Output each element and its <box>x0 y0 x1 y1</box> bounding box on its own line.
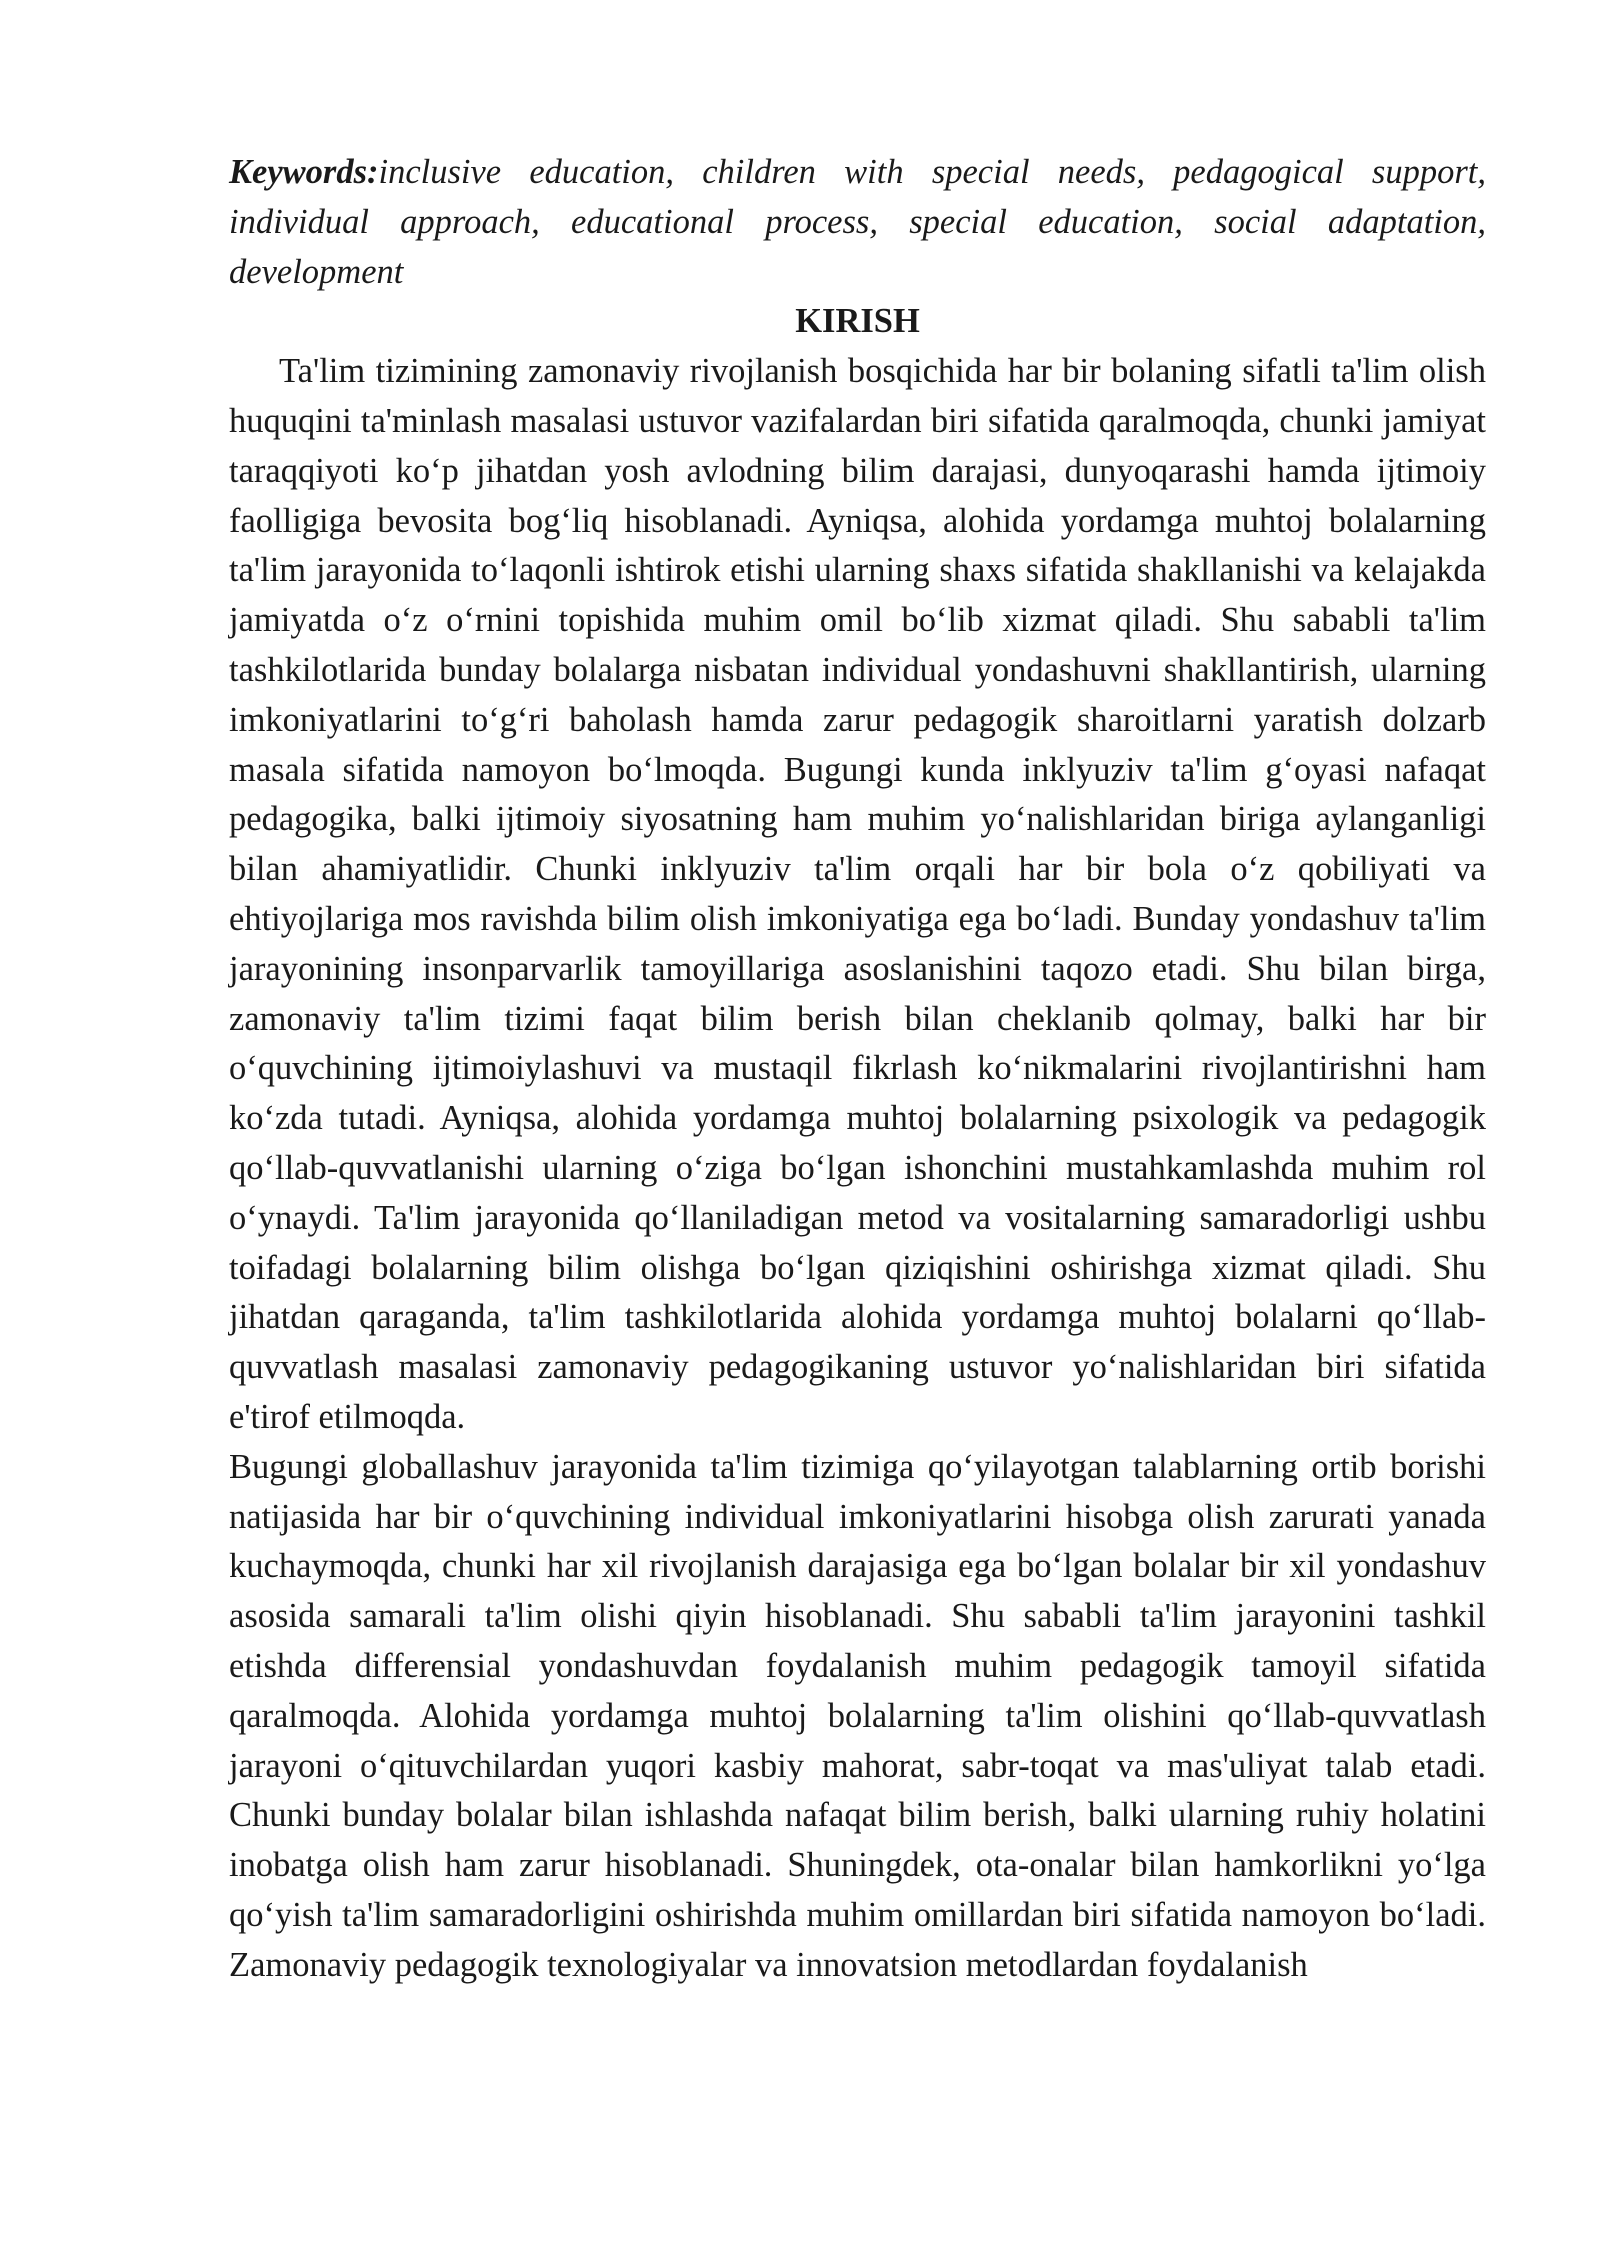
section-heading: KIRISH <box>795 302 920 341</box>
keywords-block <box>229 148 1486 297</box>
body-paragraph-1: Ta'lim tizimining zamonaviy rivojlanish bosqichida har bir bolaning sifatli ta'lim olish huquqini ta'minlash masalasi ustuvor vazifalardan biri sifatida qaralmoqda, chunki jamiyat taraqqiyoti ko‘p jihatdan yosh avlodning bilim darajasi, dunyoqarashi hamda ijtimoiy faolligiga bevosita bog‘liq hisoblanadi. Ayniqsa, alohida yordamga muhtoj bolalarning ta'lim jarayonida to‘laqonli ishtirok etishi ularning shaxs sifatida shakllanishi va kelajakda jamiyatda o‘z o‘rnini topishida muhim omil bo‘lib xizmat qiladi. Shu sababli ta'lim tashkilotlarida bunday bolalarga nisbatan individual yondashuvni shakllantirish, ularning imkoniyatlarini to‘g‘ri baholash hamda zarur pedagogik sharoitlarni yaratish dolzarb masala sifatida namoyon bo‘lmoqda. Bugungi kunda inklyuziv ta'lim g‘oyasi nafaqat pedagogika, balki ijtimoiy siyosatning ham muhim yo‘nalishlaridan biriga aylanganligi bilan ahamiyatlidir. Chunki inklyuziv ta'lim orqali har bir bola o‘z qobiliyati va ehtiyojlariga mos ravishda bilim olish imkoniyatiga ega bo‘ladi. Bunday yondashuv ta'lim jarayonining insonparvarlik tamoyillariga asoslanishini taqozo etadi. Shu bilan birga, zamonaviy ta'lim tizimi faqat bilim berish bilan cheklanib qolmay, balki har bir o‘quvchining ijtimoiylashuvi va mustaqil fikrlash ko‘nikmalarini rivojlantirishni ham ko‘zda tutadi. Ayniqsa, alohida yordamga muhtoj bolalarning psixologik va pedagogik qo‘llab-quvvatlanishi ularning o‘ziga bo‘lgan ishonchini mustahkamlashda muhim rol o‘ynaydi. Ta'lim jarayonida qo‘llaniladigan metod va vositalarning samaradorligi ushbu toifadagi bolalarning bilim olishga bo‘lgan qiziqishini oshirishga xizmat qiladi. Shu jihatdan qaraganda, ta'lim tashkilotlarida alohida yordamga muhtoj bolalarni qo‘llab-quvvatlash masalasi zamonaviy pedagogikaning ustuvor yo‘nalishlaridan biri sifatida e'tirof etilmoqda. <box>229 352 1486 1436</box>
keywords-label: Keywords: <box>229 153 379 191</box>
body-paragraph-2: Bugungi globallashuv jarayonida ta'lim tizimiga qo‘yilayotgan talablarning ortib borishi natijasida har bir o‘quvchining individual imkoniyatlarini hisobga olish zarurati yanada kuchaymoqda, chunki har xil rivojlanish darajasiga ega bo‘lgan bolalar bir xil yondashuv asosida samarali ta'lim olishi qiyin hisoblanadi. Shu sababli ta'lim jarayonini tashkil etishda differensial yondashuvdan foydalanish muhim pedagogik tamoyil sifatida qaralmoqda. Alohida yordamga muhtoj bolalarning ta'lim olishini qo‘llab-quvvatlash jarayoni o‘qituvchilardan yuqori kasbiy mahorat, sabr-toqat va mas'uliyat talab etadi. Chunki bunday bolalar bilan ishlashda nafaqat bilim berish, balki ularning ruhiy holatini inobatga olish ham zarur hisoblanadi. Shuningdek, ota-onalar bilan hamkorlikni yo‘lga qo‘yish ta'lim samaradorligini oshirishda muhim omillardan biri sifatida namoyon bo‘ladi. Zamonaviy pedagogik texnologiyalar va innovatsion metodlardan foydalanish <box>229 1447 1486 1984</box>
keywords-text: inclusive education, children with special needs, pedagogical support, individual approach, educational process, special education, social adaptation, development <box>229 153 1486 291</box>
document-page <box>229 148 1486 1990</box>
